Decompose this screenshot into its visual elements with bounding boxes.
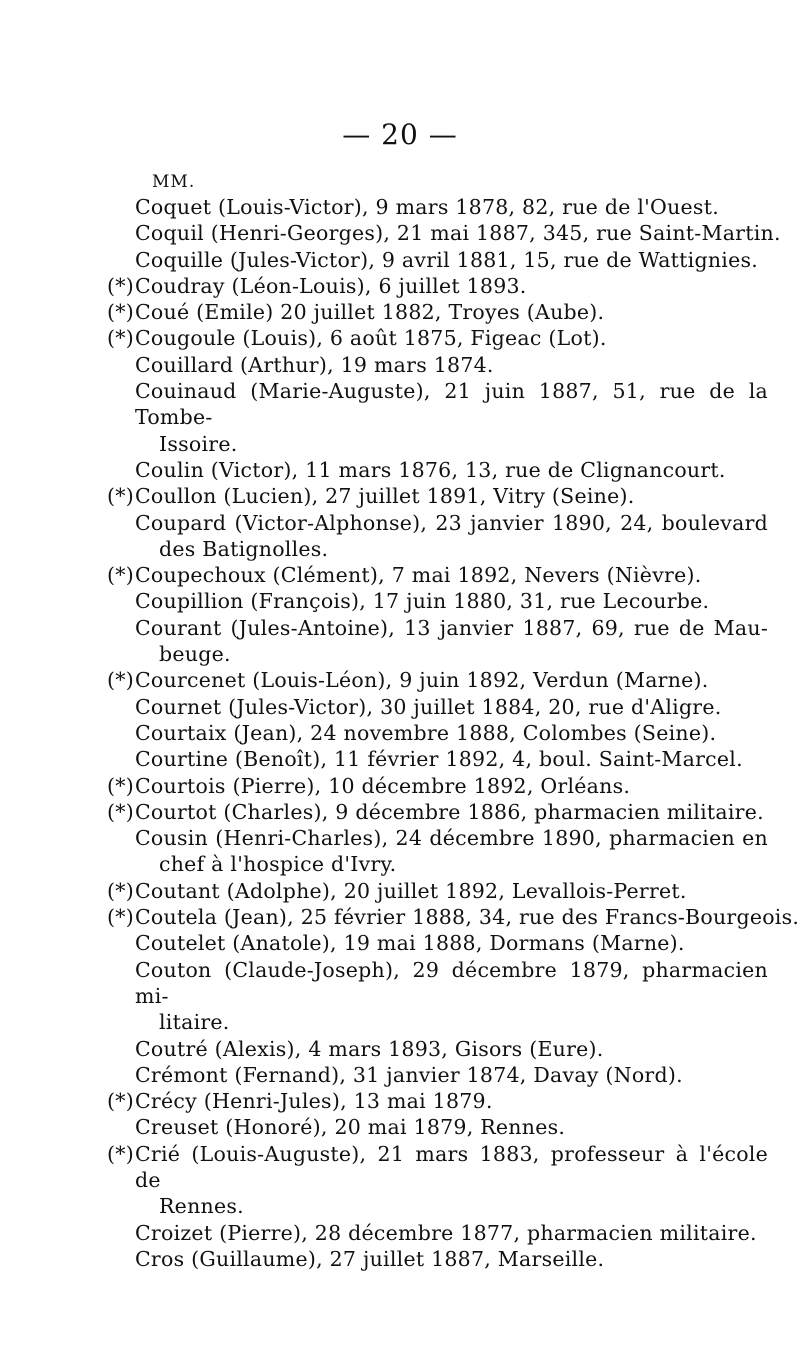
entry-line: Courtois (Pierre), 10 décembre 1892, Orléans. [135, 773, 631, 798]
entry-line: Couton (Claude-Joseph), 29 décembre 1879, pharmacien mi- [135, 957, 768, 1008]
entry-line: Crécy (Henri-Jules), 13 mai 1879. [135, 1089, 493, 1114]
list-item [0, 562, 800, 588]
list-item [0, 457, 800, 483]
entry-line: litaire. [159, 1010, 230, 1035]
entry-line: Coulin (Victor), 11 mars 1876, 13, rue de Clignancourt. [135, 457, 726, 482]
entry-marker: (*) [107, 1141, 134, 1166]
list-item [0, 325, 800, 351]
list-item [0, 378, 800, 457]
entry-line: Coutré (Alexis), 4 mars 1893, Gisors (Eure). [135, 1036, 604, 1061]
entry-line: Cousin (Henri-Charles), 24 décembre 1890, pharmacien en [135, 826, 768, 851]
list-item [0, 299, 800, 325]
entry-line: Cougoule (Louis), 6 août 1875, Figeac (Lot). [135, 326, 607, 351]
list-item [0, 273, 800, 299]
entry-line: beuge. [159, 642, 231, 667]
entry-line: Issoire. [159, 431, 238, 456]
salutation: MM. [152, 172, 196, 192]
entry-line: Rennes. [159, 1194, 244, 1219]
entry-marker: (*) [107, 273, 134, 298]
entry-line: Coutant (Adolphe), 20 juillet 1892, Levallois-Perret. [135, 878, 687, 903]
entry-line: Cournet (Jules-Victor), 30 juillet 1884, 20, rue d'Aligre. [135, 694, 722, 719]
entry-marker: (*) [107, 799, 134, 824]
page-number: — 20 — [342, 118, 458, 151]
list-item [0, 799, 800, 825]
list-item [0, 773, 800, 799]
entry-list [0, 194, 800, 1272]
list-item [0, 825, 800, 878]
entry-line: Couillard (Arthur), 19 mars 1874. [135, 352, 494, 377]
entry-line: Coué (Emile) 20 juillet 1882, Troyes (Aube). [135, 300, 605, 325]
entry-line: Courtaix (Jean), 24 novembre 1888, Colombes (Seine). [135, 720, 717, 745]
entry-marker: (*) [107, 326, 134, 351]
list-item [0, 352, 800, 378]
list-item [0, 878, 800, 904]
entry-line: Coudray (Léon-Louis), 6 juillet 1893. [135, 273, 527, 298]
list-item [0, 1114, 800, 1140]
entry-line: Courtine (Benoît), 11 février 1892, 4, boul. Saint-Marcel. [135, 747, 743, 772]
list-item [0, 247, 800, 273]
list-item [0, 667, 800, 693]
entry-line: Coquet (Louis-Victor), 9 mars 1878, 82, rue de l'Ouest. [135, 195, 719, 219]
entry-line: Coupechoux (Clément), 7 mai 1892, Nevers (Nièvre). [135, 563, 702, 588]
entry-line: Coquille (Jules-Victor), 9 avril 1881, 15, rue de Wattignies. [135, 247, 759, 272]
list-item [0, 1036, 800, 1062]
entry-line: Coupard (Victor-Alphonse), 23 janvier 1890, 24, boulevard [135, 510, 768, 535]
entry-line: Courant (Jules-Antoine), 13 janvier 1887, 69, rue de Mau- [135, 615, 768, 640]
entry-line: Courtot (Charles), 9 décembre 1886, pharmacien militaire. [135, 799, 764, 824]
list-item [0, 1062, 800, 1088]
list-item [0, 615, 800, 668]
entry-marker: (*) [107, 878, 134, 903]
entry-marker: (*) [107, 668, 134, 693]
list-item [0, 1220, 800, 1246]
entry-marker: (*) [107, 300, 134, 325]
entry-line: Crémont (Fernand), 31 janvier 1874, Davay (Nord). [135, 1062, 683, 1087]
list-item [0, 220, 800, 246]
entry-line: Coutelet (Anatole), 19 mai 1888, Dormans (Marne). [135, 931, 685, 956]
list-item [0, 588, 800, 614]
list-item [0, 694, 800, 720]
list-item [0, 1246, 800, 1272]
entry-line: Cros (Guillaume), 27 juillet 1887, Marseille. [135, 1246, 605, 1271]
entry-line: Couinaud (Marie-Auguste), 21 juin 1887, 51, rue de la Tombe- [135, 379, 768, 430]
list-item [0, 957, 800, 1036]
entry-marker: (*) [107, 484, 134, 509]
entry-line: Coquil (Henri-Georges), 21 mai 1887, 345, rue Saint-Martin. [135, 221, 781, 246]
entry-line: Coullon (Lucien), 27 juillet 1891, Vitry (Seine). [135, 484, 635, 509]
list-item [0, 1141, 800, 1220]
entry-line: Courcenet (Louis-Léon), 9 juin 1892, Verdun (Marne). [135, 668, 709, 693]
entry-line: Crié (Louis-Auguste), 21 mars 1883, professeur à l'école de [135, 1141, 768, 1192]
entry-line: Croizet (Pierre), 28 décembre 1877, pharmacien militaire. [135, 1220, 757, 1245]
list-item [0, 746, 800, 772]
entry-marker: (*) [107, 905, 134, 930]
list-item [0, 904, 800, 930]
list-item [0, 1088, 800, 1114]
entry-line: Coutela (Jean), 25 février 1888, 34, rue des Francs-Bourgeois. [135, 905, 800, 930]
list-item [0, 510, 800, 563]
entry-line: Creuset (Honoré), 20 mai 1879, Rennes. [135, 1115, 566, 1140]
list-item [0, 720, 800, 746]
entry-line: chef à l'hospice d'Ivry. [159, 852, 397, 877]
list-item [0, 930, 800, 956]
entry-marker: (*) [107, 773, 134, 798]
entry-line: Coupillion (François), 17 juin 1880, 31, rue Lecourbe. [135, 589, 710, 614]
entry-line: des Batignolles. [159, 536, 329, 561]
entry-marker: (*) [107, 1089, 134, 1114]
entry-marker: (*) [107, 563, 134, 588]
list-item [0, 483, 800, 509]
list-item [0, 194, 800, 220]
